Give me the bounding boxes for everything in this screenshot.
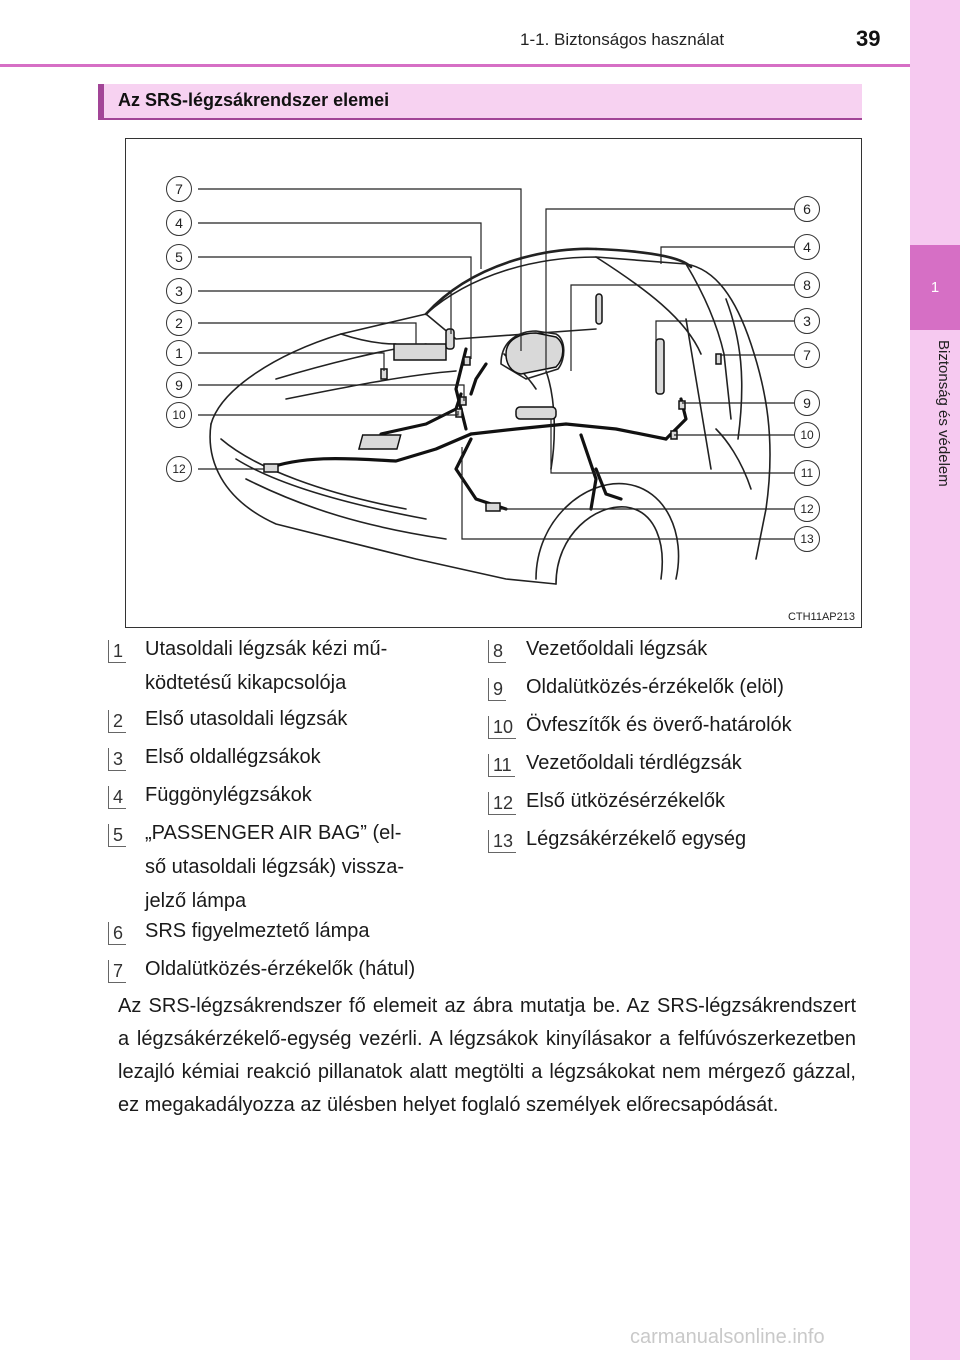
- callout-right-7: 10: [794, 422, 820, 448]
- legend-num: 6: [108, 922, 126, 945]
- callout-left-5: 2: [166, 310, 192, 336]
- airbag-system-figure: [125, 138, 862, 628]
- legend-text: Oldalütközés-érzékelők (elöl): [526, 676, 784, 698]
- callout-right-2: 4: [794, 234, 820, 260]
- callout-right-5: 7: [794, 342, 820, 368]
- legend-text: ködtetésű kikapcsolója: [145, 672, 347, 694]
- legend-num: 9: [488, 678, 506, 701]
- legend-num: 13: [488, 830, 516, 853]
- callout-left-2: 4: [166, 210, 192, 236]
- callout-right-10: 13: [794, 526, 820, 552]
- legend-text: Övfeszítők és överő-határolók: [526, 714, 792, 736]
- legend-text: jelző lámpa: [145, 890, 247, 912]
- page-number: 39: [856, 26, 881, 51]
- section-title: Az SRS-légzsákrendszer elemei: [118, 90, 390, 110]
- legend-text: Vezetőoldali térdlégzsák: [526, 752, 742, 774]
- callout-left-3: 5: [166, 244, 192, 270]
- legend-num: 12: [488, 792, 516, 815]
- legend-num: 5: [108, 824, 126, 847]
- side-tab: [910, 0, 960, 1360]
- callout-right-4: 3: [794, 308, 820, 334]
- legend-text: Függönylégzsákok: [145, 784, 312, 806]
- legend-num: 8: [488, 640, 506, 663]
- legend-text: Első ütközésérzékelők: [526, 790, 725, 812]
- callout-left-4: 3: [166, 278, 192, 304]
- legend-text: Első oldallégzsákok: [145, 746, 321, 768]
- callout-right-9: 12: [794, 496, 820, 522]
- section-heading-rule: [98, 118, 862, 120]
- legend-text: Oldalütközés-érzékelők (hátul): [145, 958, 416, 980]
- legend-text: „PASSENGER AIR BAG” (el-: [145, 822, 402, 844]
- running-header: 1-1. Biztonságos használat: [520, 30, 725, 49]
- body-paragraph: Az SRS-légzsákrendszer fő elemeit az ábra mutatja be. Az SRS-légzsákrendszert a légzsákérzékelő-egység vezérli. A légzsákok kinyílásakor a felfúvószerkezetben lezajló kémiai reakció pillanatok alatt megtölti a légzsákokat nem mérgező gázzal, ez megakadályozza az ülésben helyet foglaló személyek előrecsapódását.: [118, 995, 856, 1116]
- callout-right-6: 9: [794, 390, 820, 416]
- callout-left-1: 7: [166, 176, 192, 202]
- legend-num: 4: [108, 786, 126, 809]
- header-rule: [0, 64, 910, 67]
- chapter-title: Biztonság és védelem: [935, 340, 952, 487]
- callout-right-1: 6: [794, 196, 820, 222]
- legend-num: 3: [108, 748, 126, 771]
- legend-text: Légzsákérzékelő egység: [526, 828, 747, 850]
- legend-num: 10: [488, 716, 516, 739]
- legend-text: Első utasoldali légzsák: [145, 708, 348, 730]
- watermark: carmanualsonline.info: [630, 1326, 825, 1348]
- callout-right-8: 11: [794, 460, 820, 486]
- legend-num: 1: [108, 640, 126, 663]
- callout-right-3: 8: [794, 272, 820, 298]
- legend-text: Utasoldali légzsák kézi mű-: [145, 638, 388, 660]
- callout-left-7: 9: [166, 372, 192, 398]
- legend-num: 2: [108, 710, 126, 733]
- callout-left-8: 10: [166, 402, 192, 428]
- legend-num: 7: [108, 960, 126, 983]
- section-heading: [98, 84, 862, 118]
- car-illustration: [126, 139, 861, 627]
- legend-text: Vezetőoldali légzsák: [526, 638, 708, 660]
- legend-num: 11: [488, 754, 515, 777]
- legend-text: SRS figyelmeztető lámpa: [145, 920, 370, 942]
- callout-left-9: 12: [166, 456, 192, 482]
- chapter-number-badge: 1: [910, 245, 960, 330]
- legend-text: ső utasoldali légzsák) vissza-: [145, 856, 404, 878]
- figure-code: CTH11AP213: [787, 611, 855, 623]
- callout-left-6: 1: [166, 340, 192, 366]
